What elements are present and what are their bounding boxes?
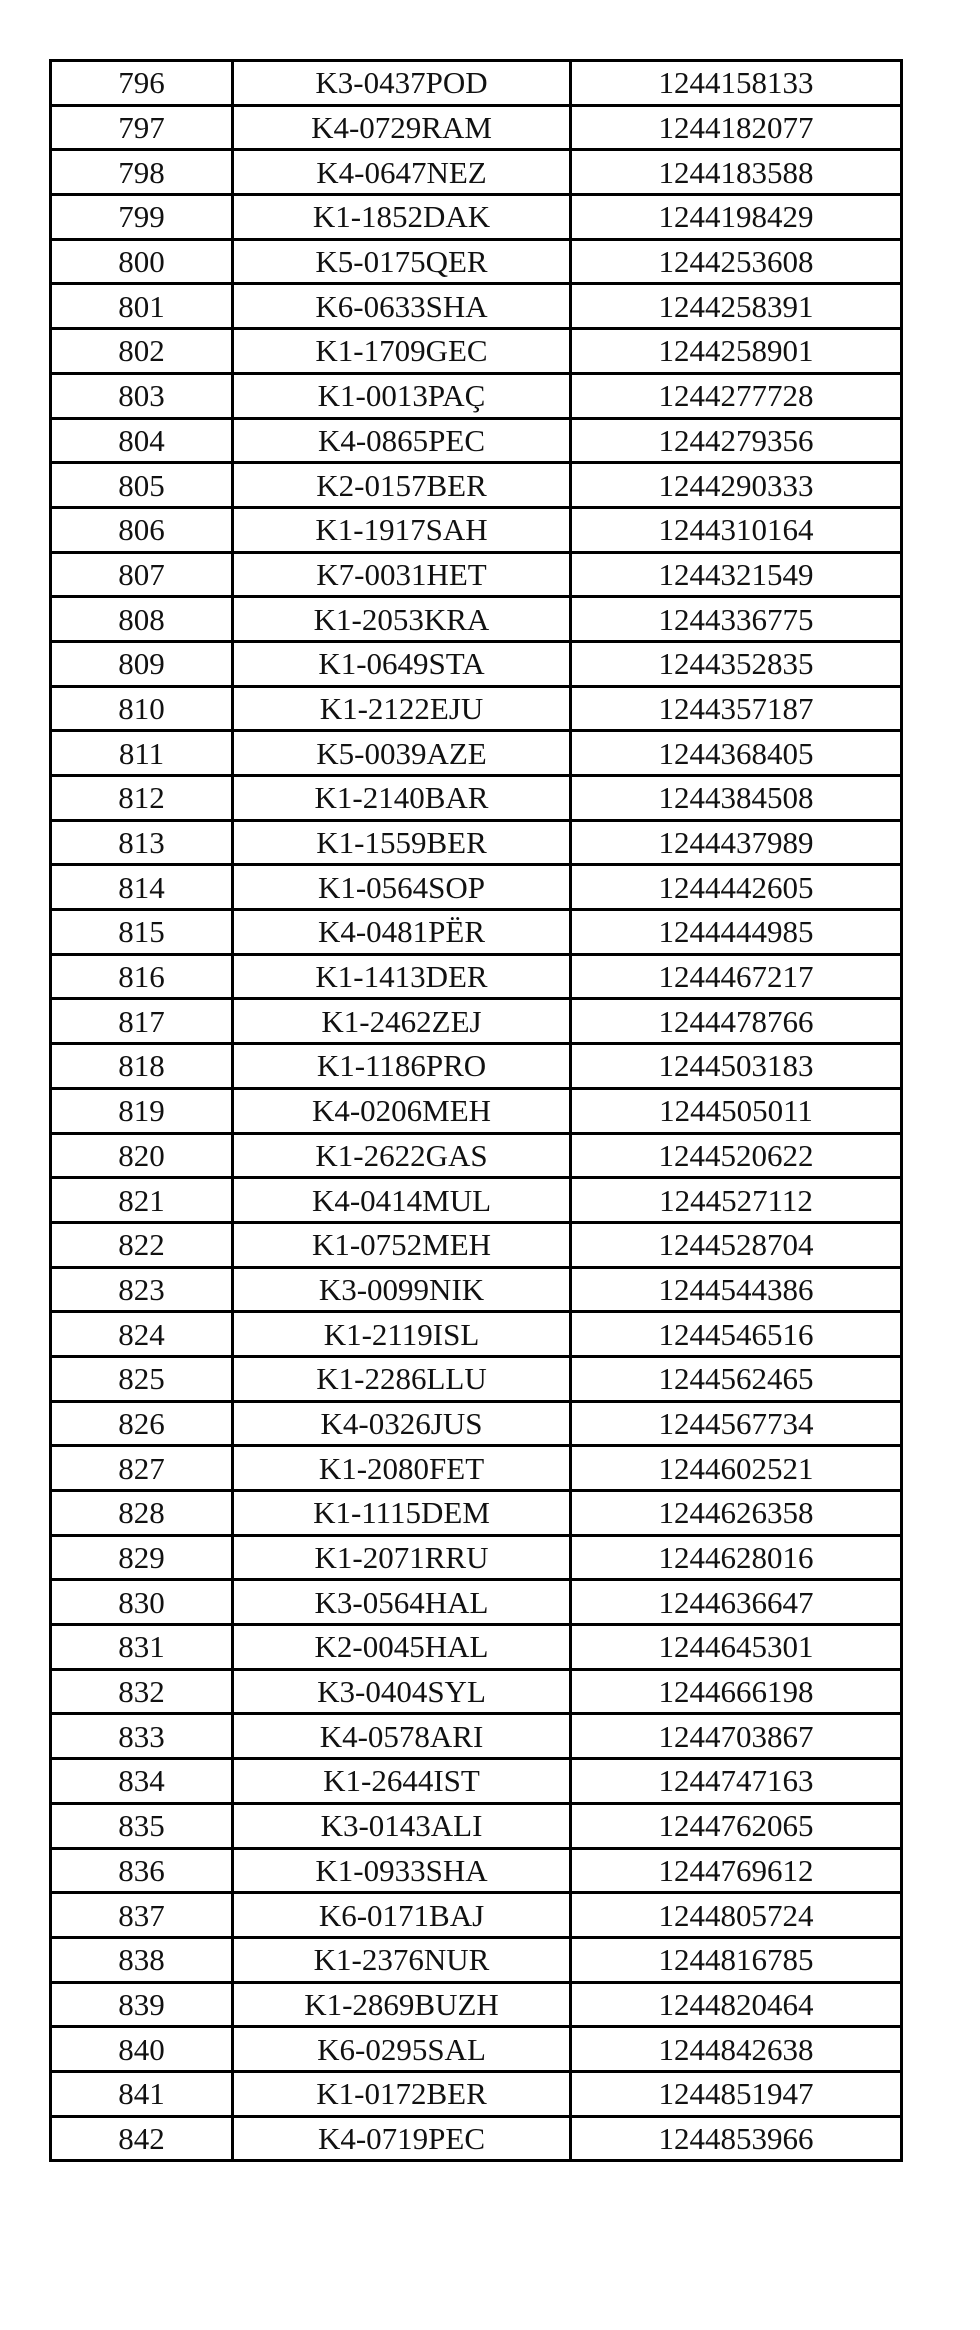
record-id-cell: 1244183588 — [571, 150, 902, 195]
table-row — [51, 1088, 902, 1133]
record-code-cell: K1-0752MEH — [233, 1222, 571, 1267]
table-row — [51, 2116, 902, 2161]
record-code-cell: K1-1115DEM — [233, 1491, 571, 1536]
records-table — [49, 59, 903, 2162]
table-row — [51, 373, 902, 418]
row-number-cell: 829 — [51, 1535, 233, 1580]
record-code-cell: K3-0143ALI — [233, 1803, 571, 1848]
row-number-cell: 814 — [51, 865, 233, 910]
row-number-cell: 803 — [51, 373, 233, 418]
record-code-cell: K1-2462ZEJ — [233, 999, 571, 1044]
row-number-cell: 801 — [51, 284, 233, 329]
row-number-cell: 820 — [51, 1133, 233, 1178]
row-number-cell: 837 — [51, 1893, 233, 1938]
row-number-cell: 826 — [51, 1401, 233, 1446]
row-number-cell: 810 — [51, 686, 233, 731]
record-code-cell: K4-0865PEC — [233, 418, 571, 463]
row-number-cell: 827 — [51, 1446, 233, 1491]
record-id-cell: 1244437989 — [571, 820, 902, 865]
record-id-cell: 1244336775 — [571, 597, 902, 642]
record-id-cell: 1244368405 — [571, 731, 902, 776]
table-row — [51, 61, 902, 106]
record-code-cell: K5-0175QER — [233, 239, 571, 284]
row-number-cell: 823 — [51, 1267, 233, 1312]
table-row — [51, 507, 902, 552]
record-code-cell: K1-2644IST — [233, 1759, 571, 1804]
record-code-cell: K1-2376NUR — [233, 1937, 571, 1982]
table-row — [51, 641, 902, 686]
table-row — [51, 150, 902, 195]
record-code-cell: K5-0039AZE — [233, 731, 571, 776]
row-number-cell: 821 — [51, 1178, 233, 1223]
record-code-cell: K1-2869BUZH — [233, 1982, 571, 2027]
table-row — [51, 1982, 902, 2027]
record-id-cell: 1244198429 — [571, 195, 902, 240]
table-row — [51, 1446, 902, 1491]
row-number-cell: 840 — [51, 2027, 233, 2072]
record-id-cell: 1244567734 — [571, 1401, 902, 1446]
record-code-cell: K1-1917SAH — [233, 507, 571, 552]
table-row — [51, 1669, 902, 1714]
record-code-cell: K1-1852DAK — [233, 195, 571, 240]
record-id-cell: 1244478766 — [571, 999, 902, 1044]
row-number-cell: 809 — [51, 641, 233, 686]
record-code-cell: K3-0437POD — [233, 61, 571, 106]
table-row — [51, 195, 902, 240]
record-code-cell: K1-2286LLU — [233, 1356, 571, 1401]
table-row — [51, 2027, 902, 2072]
row-number-cell: 802 — [51, 329, 233, 374]
table-row — [51, 865, 902, 910]
row-number-cell: 813 — [51, 820, 233, 865]
table-row — [51, 731, 902, 776]
table-row — [51, 910, 902, 955]
record-id-cell: 1244636647 — [571, 1580, 902, 1625]
record-code-cell: K6-0171BAJ — [233, 1893, 571, 1938]
row-number-cell: 797 — [51, 105, 233, 150]
record-code-cell: K1-1413DER — [233, 954, 571, 999]
table-row — [51, 686, 902, 731]
row-number-cell: 822 — [51, 1222, 233, 1267]
row-number-cell: 819 — [51, 1088, 233, 1133]
row-number-cell: 831 — [51, 1625, 233, 1670]
record-code-cell: K2-0045HAL — [233, 1625, 571, 1670]
record-code-cell: K1-0649STA — [233, 641, 571, 686]
table-row — [51, 1312, 902, 1357]
record-id-cell: 1244467217 — [571, 954, 902, 999]
table-row — [51, 463, 902, 508]
row-number-cell: 834 — [51, 1759, 233, 1804]
row-number-cell: 804 — [51, 418, 233, 463]
table-row — [51, 1848, 902, 1893]
record-id-cell: 1244505011 — [571, 1088, 902, 1133]
table-row — [51, 105, 902, 150]
row-number-cell: 807 — [51, 552, 233, 597]
record-id-cell: 1244279356 — [571, 418, 902, 463]
row-number-cell: 818 — [51, 1044, 233, 1089]
record-code-cell: K1-1186PRO — [233, 1044, 571, 1089]
record-code-cell: K1-2140BAR — [233, 776, 571, 821]
record-id-cell: 1244666198 — [571, 1669, 902, 1714]
record-code-cell: K1-2119ISL — [233, 1312, 571, 1357]
table-row — [51, 1178, 902, 1223]
table-row — [51, 1625, 902, 1670]
table-row — [51, 329, 902, 374]
row-number-cell: 842 — [51, 2116, 233, 2161]
table-row — [51, 284, 902, 329]
record-id-cell: 1244444985 — [571, 910, 902, 955]
row-number-cell: 800 — [51, 239, 233, 284]
record-code-cell: K6-0295SAL — [233, 2027, 571, 2072]
record-id-cell: 1244853966 — [571, 2116, 902, 2161]
table-row — [51, 1401, 902, 1446]
table-row — [51, 1222, 902, 1267]
record-code-cell: K4-0729RAM — [233, 105, 571, 150]
record-code-cell: K1-0172BER — [233, 2071, 571, 2116]
record-id-cell: 1244528704 — [571, 1222, 902, 1267]
record-id-cell: 1244442605 — [571, 865, 902, 910]
table-row — [51, 418, 902, 463]
table-row — [51, 1759, 902, 1804]
record-code-cell: K1-2622GAS — [233, 1133, 571, 1178]
table-row — [51, 1714, 902, 1759]
record-id-cell: 1244562465 — [571, 1356, 902, 1401]
record-id-cell: 1244352835 — [571, 641, 902, 686]
record-id-cell: 1244747163 — [571, 1759, 902, 1804]
record-code-cell: K1-2080FET — [233, 1446, 571, 1491]
table-row — [51, 1893, 902, 1938]
record-id-cell: 1244384508 — [571, 776, 902, 821]
table-row — [51, 1044, 902, 1089]
row-number-cell: 841 — [51, 2071, 233, 2116]
table-row — [51, 1133, 902, 1178]
table-row — [51, 1937, 902, 1982]
table-row — [51, 820, 902, 865]
record-id-cell: 1244321549 — [571, 552, 902, 597]
record-id-cell: 1244703867 — [571, 1714, 902, 1759]
record-id-cell: 1244842638 — [571, 2027, 902, 2072]
row-number-cell: 824 — [51, 1312, 233, 1357]
table-row — [51, 1267, 902, 1312]
row-number-cell: 812 — [51, 776, 233, 821]
row-number-cell: 806 — [51, 507, 233, 552]
record-code-cell: K6-0633SHA — [233, 284, 571, 329]
table-row — [51, 2071, 902, 2116]
row-number-cell: 811 — [51, 731, 233, 776]
table-row — [51, 1580, 902, 1625]
record-id-cell: 1244762065 — [571, 1803, 902, 1848]
record-id-cell: 1244527112 — [571, 1178, 902, 1223]
record-id-cell: 1244628016 — [571, 1535, 902, 1580]
record-code-cell: K1-0564SOP — [233, 865, 571, 910]
record-code-cell: K3-0564HAL — [233, 1580, 571, 1625]
record-id-cell: 1244158133 — [571, 61, 902, 106]
record-code-cell: K1-2122EJU — [233, 686, 571, 731]
record-id-cell: 1244290333 — [571, 463, 902, 508]
row-number-cell: 815 — [51, 910, 233, 955]
row-number-cell: 838 — [51, 1937, 233, 1982]
table-row — [51, 954, 902, 999]
record-id-cell: 1244546516 — [571, 1312, 902, 1357]
table-row — [51, 597, 902, 642]
table-row — [51, 1803, 902, 1848]
record-code-cell: K4-0719PEC — [233, 2116, 571, 2161]
record-id-cell: 1244816785 — [571, 1937, 902, 1982]
record-id-cell: 1244520622 — [571, 1133, 902, 1178]
row-number-cell: 817 — [51, 999, 233, 1044]
row-number-cell: 816 — [51, 954, 233, 999]
row-number-cell: 836 — [51, 1848, 233, 1893]
table-row — [51, 552, 902, 597]
row-number-cell: 839 — [51, 1982, 233, 2027]
record-id-cell: 1244258901 — [571, 329, 902, 374]
row-number-cell: 833 — [51, 1714, 233, 1759]
row-number-cell: 830 — [51, 1580, 233, 1625]
table-row — [51, 1356, 902, 1401]
record-id-cell: 1244503183 — [571, 1044, 902, 1089]
row-number-cell: 832 — [51, 1669, 233, 1714]
record-id-cell: 1244769612 — [571, 1848, 902, 1893]
record-id-cell: 1244602521 — [571, 1446, 902, 1491]
table-row — [51, 1491, 902, 1536]
row-number-cell: 805 — [51, 463, 233, 508]
record-id-cell: 1244820464 — [571, 1982, 902, 2027]
record-id-cell: 1244310164 — [571, 507, 902, 552]
record-code-cell: K1-1559BER — [233, 820, 571, 865]
row-number-cell: 825 — [51, 1356, 233, 1401]
record-code-cell: K1-0933SHA — [233, 1848, 571, 1893]
record-code-cell: K1-0013PAÇ — [233, 373, 571, 418]
record-code-cell: K4-0647NEZ — [233, 150, 571, 195]
record-code-cell: K4-0578ARI — [233, 1714, 571, 1759]
record-id-cell: 1244805724 — [571, 1893, 902, 1938]
record-id-cell: 1244645301 — [571, 1625, 902, 1670]
record-id-cell: 1244357187 — [571, 686, 902, 731]
row-number-cell: 828 — [51, 1491, 233, 1536]
record-id-cell: 1244544386 — [571, 1267, 902, 1312]
row-number-cell: 835 — [51, 1803, 233, 1848]
row-number-cell: 798 — [51, 150, 233, 195]
record-code-cell: K4-0326JUS — [233, 1401, 571, 1446]
record-code-cell: K3-0099NIK — [233, 1267, 571, 1312]
record-id-cell: 1244277728 — [571, 373, 902, 418]
row-number-cell: 808 — [51, 597, 233, 642]
record-id-cell: 1244182077 — [571, 105, 902, 150]
record-id-cell: 1244851947 — [571, 2071, 902, 2116]
record-id-cell: 1244626358 — [571, 1491, 902, 1536]
record-code-cell: K1-2071RRU — [233, 1535, 571, 1580]
record-code-cell: K4-0414MUL — [233, 1178, 571, 1223]
records-table-body — [51, 61, 902, 2161]
row-number-cell: 799 — [51, 195, 233, 240]
table-row — [51, 1535, 902, 1580]
table-row — [51, 999, 902, 1044]
record-code-cell: K2-0157BER — [233, 463, 571, 508]
record-code-cell: K1-1709GEC — [233, 329, 571, 374]
record-id-cell: 1244258391 — [571, 284, 902, 329]
record-code-cell: K3-0404SYL — [233, 1669, 571, 1714]
record-code-cell: K7-0031HET — [233, 552, 571, 597]
record-code-cell: K4-0206MEH — [233, 1088, 571, 1133]
record-id-cell: 1244253608 — [571, 239, 902, 284]
table-row — [51, 239, 902, 284]
table-row — [51, 776, 902, 821]
record-code-cell: K4-0481PËR — [233, 910, 571, 955]
record-code-cell: K1-2053KRA — [233, 597, 571, 642]
row-number-cell: 796 — [51, 61, 233, 106]
